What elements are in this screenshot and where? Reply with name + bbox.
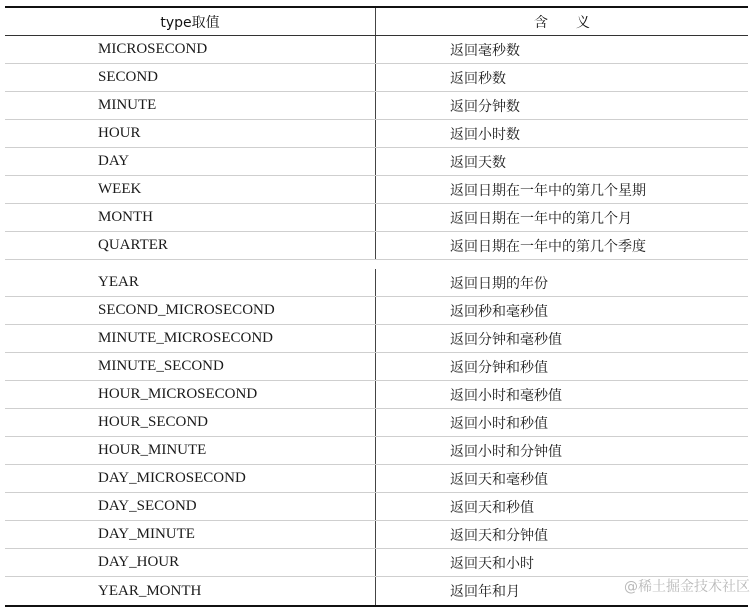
table-row (5, 353, 748, 381)
cell-meaning: 返回日期的年份 (450, 275, 548, 292)
cell-type: QUARTER (5, 232, 376, 259)
cell-type: MINUTE (5, 92, 376, 119)
cell-meaning: 返回秒和毫秒值 (450, 303, 548, 320)
cell-type: HOUR_MICROSECOND (5, 381, 376, 408)
cell-meaning: 返回分钟数 (450, 98, 520, 115)
cell-type: YEAR_MONTH (5, 577, 376, 605)
table-row (5, 232, 748, 260)
page-break-gap (5, 260, 748, 269)
header-type: type取值 (5, 8, 376, 35)
cell-meaning: 返回秒数 (450, 70, 506, 87)
cell-type: MINUTE_SECOND (5, 353, 376, 380)
table-row (5, 120, 748, 148)
cell-type: MONTH (5, 204, 376, 231)
cell-meaning: 返回日期在一年中的第几个季度 (450, 238, 646, 255)
type-meaning-table (5, 6, 748, 607)
cell-meaning: 返回毫秒数 (450, 42, 520, 59)
cell-type: YEAR (5, 269, 376, 296)
table-row (5, 521, 748, 549)
cell-meaning: 返回日期在一年中的第几个月 (450, 210, 632, 227)
cell-meaning: 返回天数 (450, 154, 506, 171)
cell-meaning: 返回年和月 (450, 584, 520, 600)
gap-cell (376, 260, 748, 269)
cell-type: MINUTE_MICROSECOND (5, 325, 376, 352)
cell-type: SECOND_MICROSECOND (5, 297, 376, 324)
cell-type: DAY (5, 148, 376, 175)
table-row (5, 381, 748, 409)
table-row (5, 297, 748, 325)
table-row (5, 36, 748, 64)
table-row (5, 493, 748, 521)
table-row (5, 176, 748, 204)
gap-cell (5, 260, 376, 269)
cell-type: DAY_SECOND (5, 493, 376, 520)
cell-meaning: 返回分钟和秒值 (450, 359, 548, 376)
cell-type: SECOND (5, 64, 376, 91)
cell-type: MICROSECOND (5, 36, 376, 63)
cell-type: DAY_MICROSECOND (5, 465, 376, 492)
table-row (5, 64, 748, 92)
cell-type: HOUR (5, 120, 376, 147)
cell-meaning: 返回分钟和毫秒值 (450, 331, 562, 348)
table-row (5, 465, 748, 493)
watermark: @稀土掘金技术社区 (624, 579, 750, 595)
table-row (5, 409, 748, 437)
table-row (5, 92, 748, 120)
cell-type: WEEK (5, 176, 376, 203)
table-row (5, 437, 748, 465)
table-row (5, 549, 748, 577)
cell-type: HOUR_SECOND (5, 409, 376, 436)
cell-meaning: 返回小时和秒值 (450, 415, 548, 432)
table-row (5, 325, 748, 353)
cell-meaning: 返回小时数 (450, 126, 520, 143)
cell-type: DAY_HOUR (5, 549, 376, 576)
cell-meaning: 返回天和小时 (450, 555, 534, 572)
cell-type: HOUR_MINUTE (5, 437, 376, 464)
table-header-row (5, 8, 748, 36)
cell-meaning: 返回日期在一年中的第几个星期 (450, 182, 646, 199)
cell-meaning: 返回天和秒值 (450, 499, 534, 516)
table-row (5, 204, 748, 232)
cell-meaning: 返回小时和毫秒值 (450, 387, 562, 404)
table-row (5, 269, 748, 297)
cell-meaning: 返回天和分钟值 (450, 527, 548, 544)
header-meaning: 含义 (534, 14, 618, 31)
table-row (5, 148, 748, 176)
cell-type: DAY_MINUTE (5, 521, 376, 548)
cell-meaning: 返回天和毫秒值 (450, 471, 548, 488)
cell-meaning: 返回小时和分钟值 (450, 443, 562, 460)
